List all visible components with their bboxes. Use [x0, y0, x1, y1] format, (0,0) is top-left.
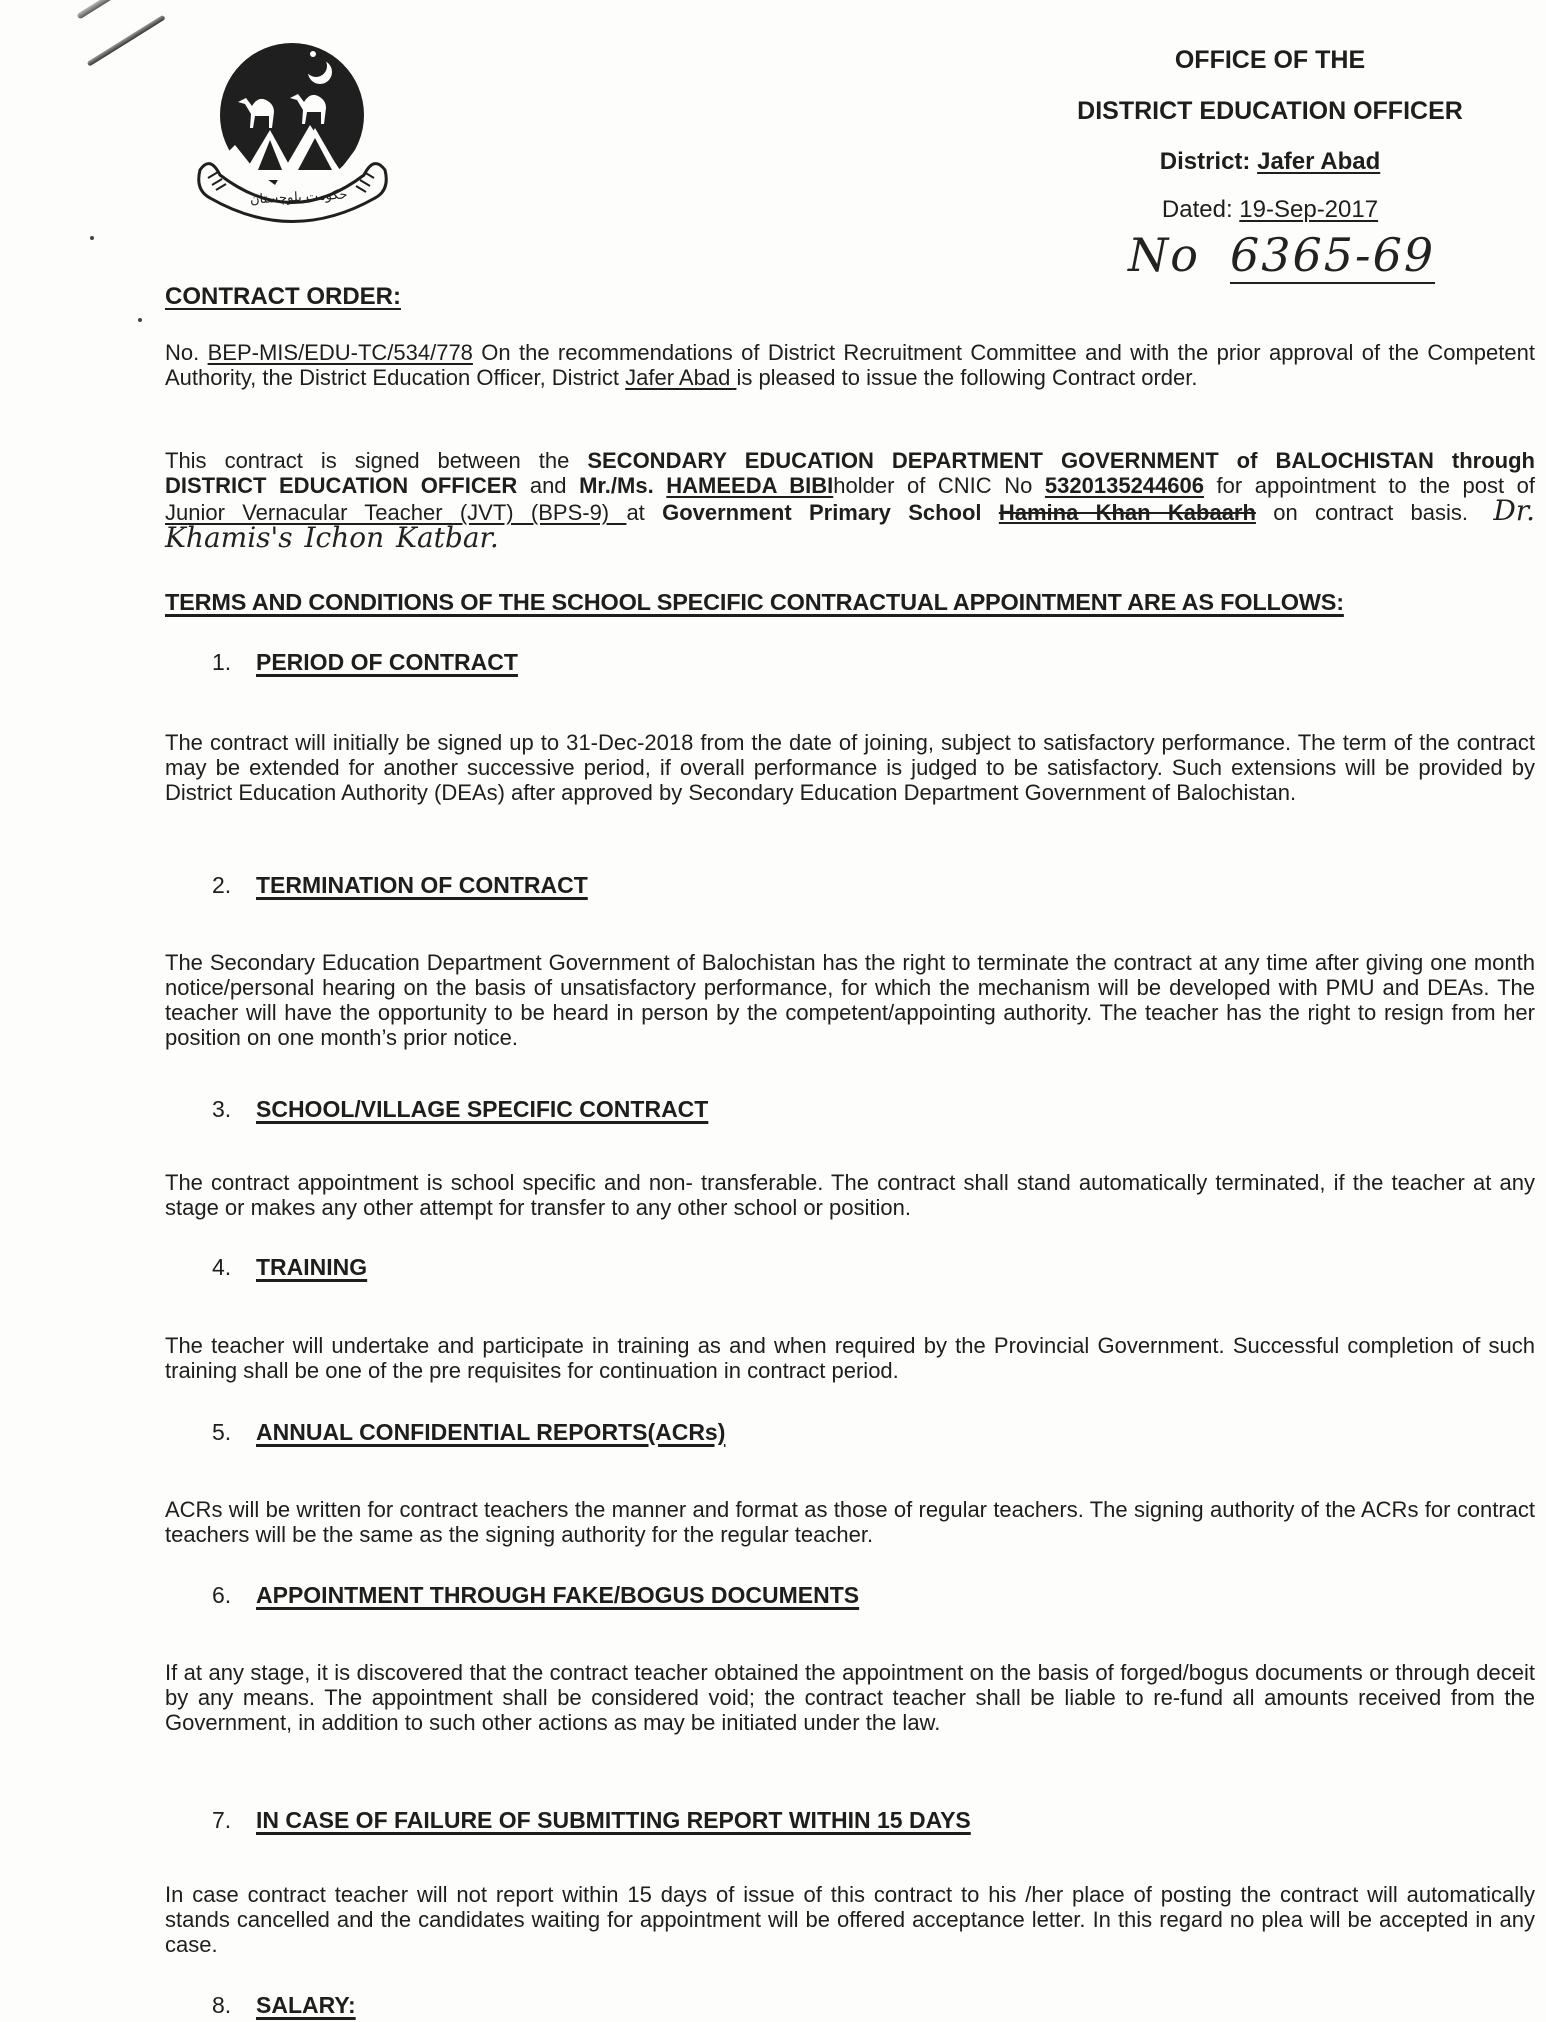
district-label: District:: [1159, 148, 1251, 175]
section-3-heading: [212, 1097, 1546, 1122]
section-5-body: ACRs will be written for contract teachers the manner and format as those of regular teachers. The signing authority of the ACRs for contract teachers will be the same as the signing authority for the regular teacher.: [165, 1497, 1535, 1547]
section-4-body: The teacher will undertake and participate in training as and when required by the Provincial Government. Successful completion of such training shall be one of the pre requisites for continuation in contract period.: [165, 1333, 1535, 1383]
handwritten-school-correction: Dr. Khamis's Ichon Katbar.: [165, 494, 1535, 554]
order-district: Jafer Abad: [625, 365, 737, 390]
contract-paragraph: [165, 448, 1535, 552]
contract-text: for appointment to the post of: [1203, 473, 1535, 498]
contract-text: on contract basis.: [1255, 500, 1469, 525]
section-title: TRAINING: [256, 1254, 368, 1280]
contract-text: This contract is signed between the: [165, 448, 588, 473]
section-5-heading: [212, 1420, 1546, 1445]
section-3-body: The contract appointment is school specific and non- transferable. The contract shall stand automatically terminated, if the teacher at any stage or makes any other attempt for transfer to any other school or position.: [165, 1170, 1535, 1220]
emblem-caption: حکومت بلوچستان: [249, 187, 348, 208]
balochistan-emblem-icon: [180, 30, 405, 230]
dated-line: [1050, 196, 1490, 224]
contract-text: and: [517, 473, 580, 498]
handwritten-dispatch-number: [1128, 228, 1435, 282]
post-title: Junior Vernacular Teacher (JVT) (BPS-9): [165, 500, 627, 525]
order-intro-paragraph: [165, 340, 1535, 390]
section-1-body: The contract will initially be signed up to 31-Dec-2018 from the date of joining, subject to satisfactory performance. The term of the contract may be extended for another successive period, if overall performance is judged to be satisfactory. Such extensions will be provided by District Education Authority (DEAs) after approved by Secondary Education Department Government of Balochistan.: [165, 730, 1535, 805]
section-title: PERIOD OF CONTRACT: [256, 649, 518, 675]
scan-speck: [138, 318, 142, 322]
section-title: IN CASE OF FAILURE OF SUBMITTING REPORT WITHIN 15 DAYS: [256, 1807, 971, 1833]
section-6-body: If at any stage, it is discovered that the contract teacher obtained the appointment on the basis of forged/bogus documents or through deceit by any means. The appointment shall be considered void; the contract teacher shall be liable to re-fund all amounts received from the Government, in addition to such other actions as may be initiated under the law.: [165, 1660, 1535, 1735]
order-intro-text-end: is pleased to issue the following Contract order.: [736, 365, 1198, 390]
order-intro-text: On the recommendations of District Recruitment Committee and with the prior approval of the Competent Authority, the District Education Officer, District: [165, 340, 1535, 390]
section-4-heading: [212, 1255, 1546, 1280]
scan-speck: [90, 236, 94, 240]
section-8-heading: [212, 1993, 1546, 2018]
section-number: 4.: [212, 1254, 232, 1280]
school-label: School: [908, 500, 999, 525]
section-title: SCHOOL/VILLAGE SPECIFIC CONTRACT: [256, 1096, 709, 1122]
order-title: CONTRACT ORDER:: [165, 283, 401, 310]
dated-value: 19-Sep-2017: [1239, 196, 1379, 223]
office-line-1: OFFICE OF THE: [1174, 46, 1366, 74]
section-title: ANNUAL CONFIDENTIAL REPORTS(ACRs): [256, 1419, 726, 1445]
section-number: 7.: [212, 1807, 232, 1833]
section-number: 6.: [212, 1582, 232, 1608]
contract-text: at: [626, 500, 663, 525]
section-2-body: The Secondary Education Department Government of Balochistan has the right to terminate the contract at any time after giving one month notice/personal hearing on the basis of unsatisfactory performance, for which the mechanism will be developed with PMU and DEAs. The teacher will have the opportunity to be heard in person by the competent/appointing authority. The teacher has the right to resign from her position on one month’s prior notice.: [165, 950, 1535, 1050]
office-line-2: DISTRICT EDUCATION OFFICER: [1077, 97, 1463, 125]
handwritten-no-value: 6365-69: [1229, 228, 1436, 282]
section-title: APPOINTMENT THROUGH FAKE/BOGUS DOCUMENTS: [256, 1582, 860, 1608]
order-no-prefix: No.: [165, 340, 200, 365]
section-7-heading: [212, 1808, 1546, 1833]
order-title-block: [165, 284, 1535, 309]
cnic-number: 5320135244606: [1044, 473, 1204, 498]
teacher-name: HAMEEDA BIBI: [666, 473, 834, 498]
contract-title-prefix: Mr./Ms.: [579, 473, 654, 498]
section-title: TERMINATION OF CONTRACT: [256, 872, 588, 898]
order-ref-number: BEP-MIS/EDU-TC/534/778: [207, 340, 473, 365]
district-line: [1050, 148, 1490, 176]
section-6-heading: [212, 1583, 1546, 1608]
section-number: 2.: [212, 872, 232, 898]
section-2-heading: [212, 873, 1546, 898]
section-number: 8.: [212, 1992, 232, 2018]
district-value: Jafer Abad: [1257, 148, 1381, 175]
contract-parties: SECONDARY EDUCATION DEPARTMENT GOVERNMENT of BALOCHISTAN through DISTRICT EDUCATION OFFICER: [165, 448, 1535, 498]
section-number: 3.: [212, 1096, 232, 1122]
section-number: 1.: [212, 649, 232, 675]
section-1-heading: [212, 650, 1546, 675]
dated-label: Dated:: [1161, 196, 1233, 223]
terms-title-block: [165, 590, 1535, 615]
contract-text: holder of CNIC No: [833, 473, 1045, 498]
section-number: 5.: [212, 1419, 232, 1445]
handwritten-no-label: No: [1128, 228, 1200, 282]
terms-title: TERMS AND CONDITIONS OF THE SCHOOL SPECIFIC CONTRACTUAL APPOINTMENT ARE AS FOLLOWS:: [165, 589, 1344, 615]
struck-school-name: Hamina Khan Kabaarh: [998, 500, 1256, 525]
staple-pin-shadow: [87, 15, 166, 67]
school-type: Government Primary: [662, 500, 891, 525]
section-title: SALARY:: [256, 1992, 356, 2018]
section-7-body: In case contract teacher will not report within 15 days of issue of this contract to his /her place of posting the contract will automatically stands cancelled and the candidates waiting for appointment will be offered acceptance letter. In this regard no plea will be accepted in any case.: [165, 1882, 1535, 1957]
office-header: [1050, 46, 1490, 224]
